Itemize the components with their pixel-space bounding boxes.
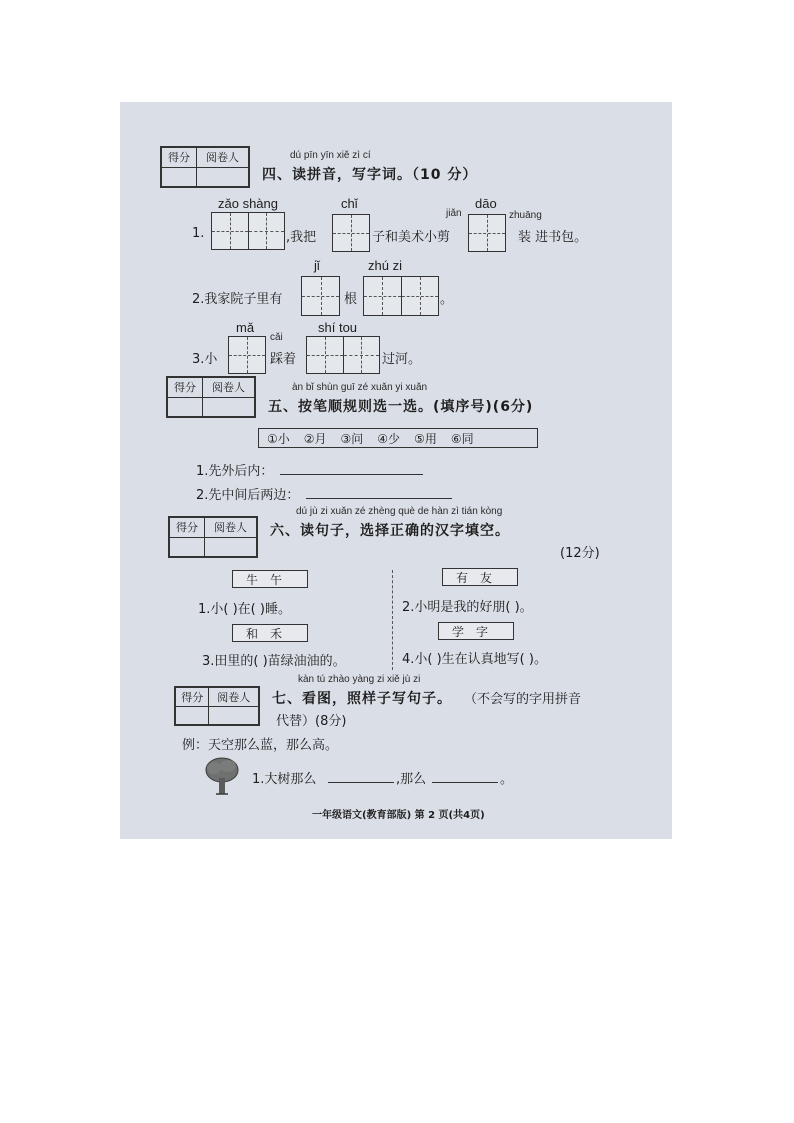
q2-text-1: 根 xyxy=(344,292,358,307)
stroke-options-box xyxy=(258,428,538,448)
score-label: 得分 xyxy=(168,378,203,398)
q1-writing-grid-1[interactable] xyxy=(211,212,285,250)
s5-q2-label: 2.先中间后两边： xyxy=(196,488,300,503)
option-2: ②月 xyxy=(303,431,327,446)
score-label: 得分 xyxy=(170,518,205,538)
q3-text-2: 过河。 xyxy=(382,352,422,367)
char-choice-niu-wu: 牛午 xyxy=(232,570,308,588)
section7-example: 例：天空那么蓝，那么高。 xyxy=(182,738,339,753)
section6-pinyin: dú jù zi xuǎn zé zhèng què de hàn zì tián kòng xyxy=(296,506,503,517)
q3-text-1: 踩着 xyxy=(270,352,297,367)
option-1: ①小 xyxy=(267,431,290,446)
option-3: ③问 xyxy=(340,431,364,446)
s6-q3: 3.田里的( )苗绿油油的。 xyxy=(202,654,346,669)
q2-writing-grid-1[interactable] xyxy=(301,276,340,316)
score-label: 得分 xyxy=(162,148,197,168)
q1-writing-grid-2[interactable] xyxy=(332,214,370,252)
q2-text-start: 2.我家院子里有 xyxy=(192,292,283,307)
s5-q1-label: 1.先外后内： xyxy=(196,464,274,479)
s5-q2-answer-line[interactable] xyxy=(306,498,452,499)
q1-pinyin-1: zǎo shàng xyxy=(218,196,278,211)
section7-pinyin: kàn tú zhào yàng zi xiě jù zi xyxy=(298,674,421,685)
q1-text-2: 子和美术小剪 xyxy=(372,230,451,245)
q1-pinyin-3: dāo xyxy=(475,196,497,211)
q3-writing-grid-1[interactable] xyxy=(228,336,266,374)
section7-title: 七、看图，照样子写句子。 xyxy=(272,691,452,707)
reviewer-label: 阅卷人 xyxy=(203,378,255,398)
section5-pinyin: àn bǐ shùn guī zé xuǎn yi xuǎn xyxy=(292,382,428,393)
s7-q1-answer-line-2[interactable] xyxy=(432,782,498,783)
char-choice-xue-zi: 学字 xyxy=(438,622,514,640)
reviewer-label: 阅卷人 xyxy=(205,518,257,538)
q2-writing-grid-2[interactable] xyxy=(363,276,439,316)
section7-note: （不会写的字用拼音 xyxy=(464,692,582,707)
option-5: ⑤用 xyxy=(414,431,437,446)
score-box xyxy=(160,146,250,188)
s7-q1-mid: ,那么 xyxy=(396,772,427,787)
s7-q1-answer-line-1[interactable] xyxy=(328,782,394,783)
q1-number: 1. xyxy=(192,226,205,241)
s6-q2: 2.小明是我的好朋( )。 xyxy=(402,600,533,615)
q1-text-3: 装 进书包。 xyxy=(518,230,588,245)
q2-text-2: 。 xyxy=(440,292,454,307)
q1-pinyin-2: chǐ xyxy=(341,196,358,211)
q3-writing-grid-2[interactable] xyxy=(306,336,380,374)
score-box xyxy=(166,376,256,418)
s6-q4: 4.小( )生在认真地写( )。 xyxy=(402,652,547,667)
tree-icon xyxy=(204,756,240,796)
char-choice-you-you: 有友 xyxy=(442,568,518,586)
char-choice-he-he: 和禾 xyxy=(232,624,308,642)
s7-q1-start: 1.大树那么 xyxy=(252,772,317,787)
q1-writing-grid-3[interactable] xyxy=(468,214,506,252)
column-divider xyxy=(392,570,393,670)
score-label: 得分 xyxy=(176,688,209,707)
q3-pinyin-2: shí tou xyxy=(318,320,358,335)
s5-q1-answer-line[interactable] xyxy=(280,474,423,475)
section4-title: 四、读拼音，写字词。（10 分） xyxy=(262,167,478,183)
option-6: ⑥同 xyxy=(450,431,474,446)
q3-pinyin-cai: cǎi xyxy=(270,332,283,343)
section5-title: 五、按笔顺规则选一选。(填序号)(6分) xyxy=(268,399,534,415)
q2-pinyin-1: jǐ xyxy=(314,258,320,273)
s6-q1: 1.小( )在( )睡。 xyxy=(198,602,291,617)
q2-pinyin-2: zhú zi xyxy=(368,258,402,273)
reviewer-label: 阅卷人 xyxy=(209,688,259,707)
score-box xyxy=(174,686,260,726)
option-4: ④少 xyxy=(377,431,401,446)
q3-text-start: 3.小 xyxy=(192,352,218,367)
section7-note-2: 代替）(8分) xyxy=(276,714,347,729)
exam-page xyxy=(120,102,672,839)
page-footer: 一年级语文(教育部版) 第 2 页(共4页) xyxy=(312,810,485,821)
q1-pinyin-3a: jiǎn xyxy=(446,208,462,219)
section6-title: 六、读句子，选择正确的汉字填空。 xyxy=(270,523,510,539)
score-box xyxy=(168,516,258,558)
s7-q1-end: 。 xyxy=(500,772,514,787)
section4-pinyin: dú pīn yīn xiě zì cí xyxy=(290,150,371,161)
q3-pinyin-1: mǎ xyxy=(236,320,255,335)
section6-points: (12分) xyxy=(560,546,600,561)
reviewer-label: 阅卷人 xyxy=(197,148,249,168)
q1-text-1: ,我把 xyxy=(286,230,317,245)
q1-pinyin-4: zhuāng xyxy=(509,210,542,221)
